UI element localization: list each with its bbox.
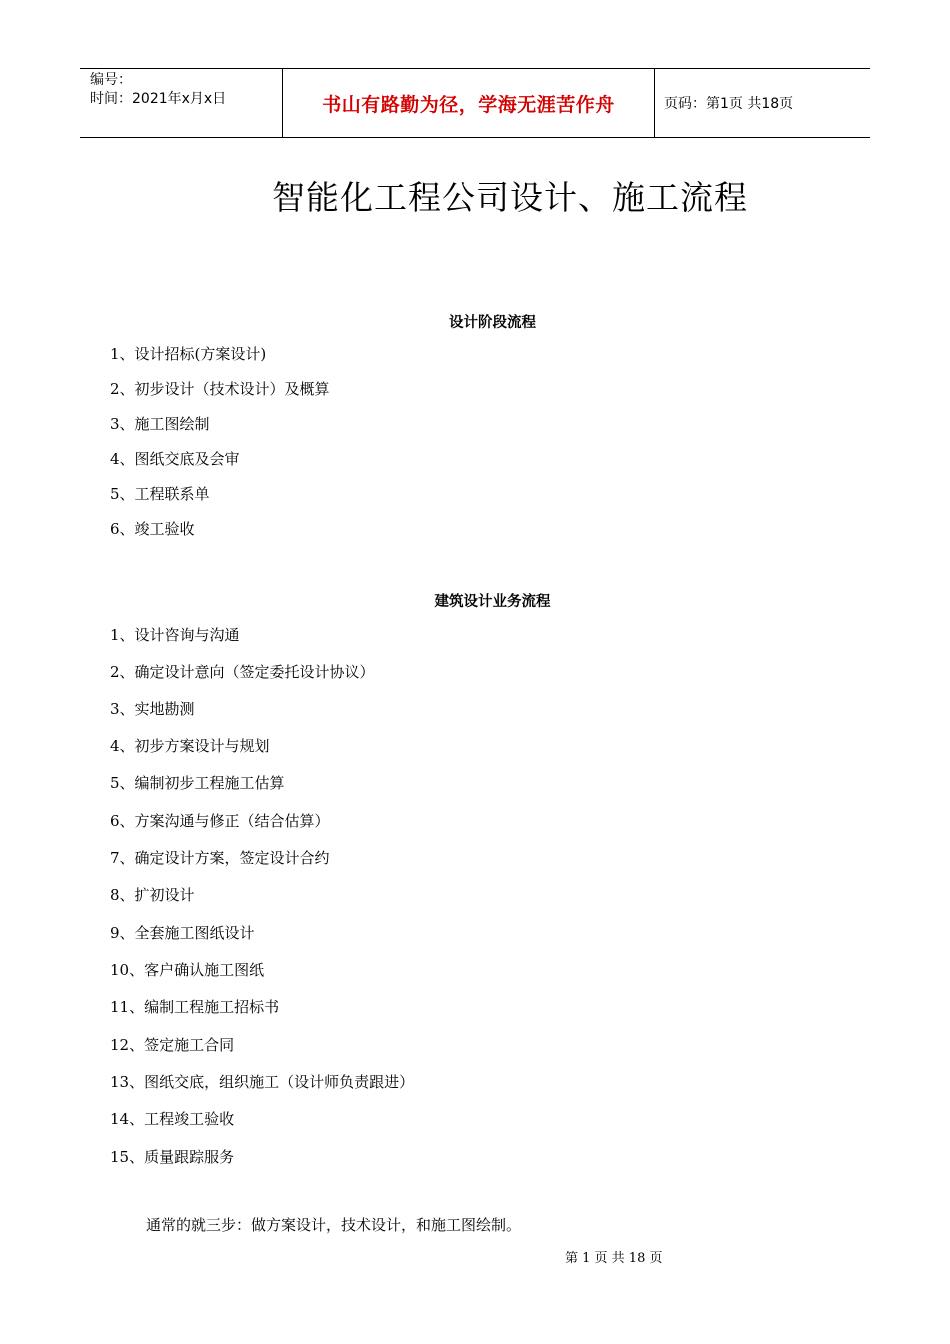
list-item: 14、工程竣工验收: [110, 1110, 235, 1128]
list-item: 1、设计咨询与沟通: [110, 626, 240, 644]
list-item: 4、图纸交底及会审: [110, 450, 240, 468]
list-item: 7、确定设计方案，签定设计合约: [110, 849, 330, 867]
document-title: 智能化工程公司设计、施工流程: [272, 178, 748, 217]
list-item: 5、工程联系单: [110, 485, 210, 503]
list-item: 3、实地勘测: [110, 700, 195, 718]
header-page-cell: [655, 69, 870, 137]
list-item: 15、质量跟踪服务: [110, 1148, 235, 1166]
time-label: 时间：2021年x月x日: [90, 91, 227, 107]
motto-text: 书山有路勤为径，学海无涯苦作舟: [322, 93, 615, 116]
list-item: 5、编制初步工程施工估算: [110, 774, 285, 792]
list-item: 9、全套施工图纸设计: [110, 924, 255, 942]
list-item: 13、图纸交底，组织施工（设计师负责跟进）: [110, 1073, 415, 1091]
list-item: 6、竣工验收: [110, 520, 195, 538]
list-item: 1、设计招标(方案设计): [110, 345, 267, 363]
list-item: 4、初步方案设计与规划: [110, 737, 270, 755]
page-footer: 第 1 页 共 18 页: [565, 1251, 663, 1266]
section-heading-design-stage: 设计阶段流程: [449, 315, 536, 331]
list-item: 12、签定施工合同: [110, 1036, 235, 1054]
list-item: 6、方案沟通与修正（结合估算）: [110, 812, 330, 830]
list-item: 3、施工图绘制: [110, 415, 210, 433]
list-item: 11、编制工程施工招标书: [110, 998, 280, 1016]
section-heading-architecture: 建筑设计业务流程: [434, 594, 551, 610]
serial-label: 编号：: [90, 72, 132, 88]
list-item: 2、确定设计意向（签定委托设计协议）: [110, 663, 375, 681]
header-info-cell: [80, 69, 282, 137]
header-motto-cell: [282, 69, 655, 137]
list-item: 2、初步设计（技术设计）及概算: [110, 380, 330, 398]
page-info: 页码：第1页 共18页: [664, 96, 794, 112]
list-item: 8、扩初设计: [110, 886, 195, 904]
list-item: 10、客户确认施工图纸: [110, 961, 265, 979]
summary-note: 通常的就三步：做方案设计，技术设计，和施工图绘制。: [146, 1216, 522, 1234]
header-table: [80, 68, 870, 138]
